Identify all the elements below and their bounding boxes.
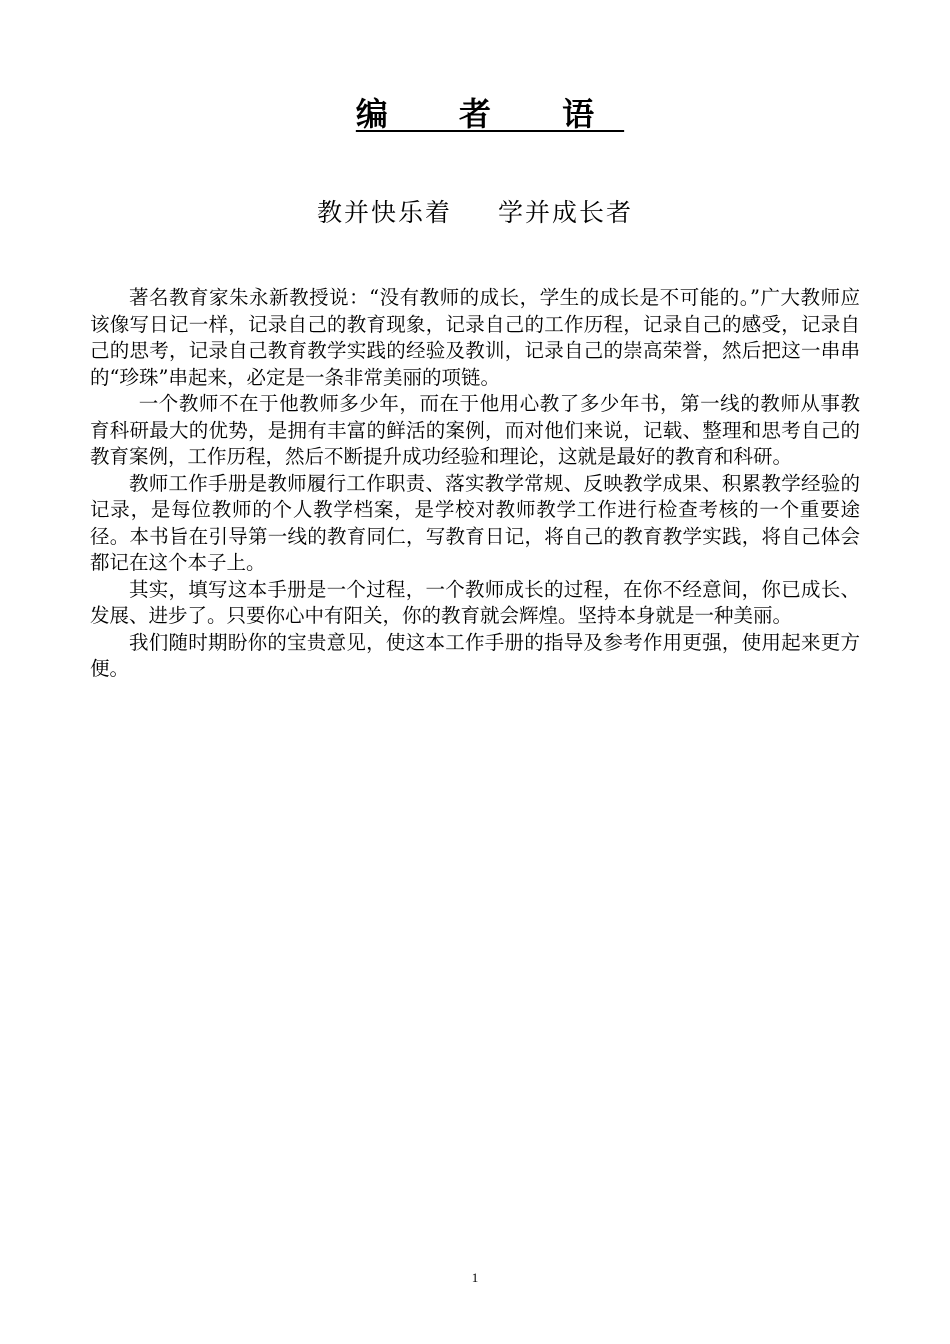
subtitle-right: 学并成长者 (498, 198, 634, 227)
page-number: 1 (471, 1270, 479, 1285)
paragraph-2: 一个教师不在于他教师多少年，而在于他用心教了多少年书，第一线的教师从事教育科研最大的优势，是拥有丰富的鲜活的案例，而对他们来说，记载、整理和思考自己的教育案例，工作历程，然后不断提升成功经验和理论，这就是最好的教育和科研。 (90, 392, 860, 468)
subtitle-left: 教并快乐着 (316, 198, 452, 227)
page-title-text: 编 者 语 (355, 95, 625, 133)
paragraph-1: 著名教育家朱永新教授说：“没有教师的成长，学生的成长是不可能的。”广大教师应该像写日记一样，记录自己的教育现象，记录自己的工作历程，记录自己的感受，记录自己的思考，记录自己教育教学实践的经验及教训，记录自己的崇高荣誉，然后把这一串串的“珍珠”串起来，必定是一条非常美丽的项链。 (90, 286, 860, 389)
paragraph-3: 教师工作手册是教师履行工作职责、落实教学常规、反映教学成果、积累教学经验的记录，是每位教师的个人教学档案，是学校对教师教学工作进行检查考核的一个重要途径。本书旨在引导第一线的教育同仁，写教育日记，将自己的教育教学实践，将自己体会都记在这个本子上。 (90, 471, 860, 574)
page-subtitle (0, 196, 950, 230)
paragraph-5: 我们随时期盼你的宝贵意见，使这本工作手册的指导及参考作用更强，使用起来更方便。 (90, 630, 860, 680)
body-text (90, 285, 860, 683)
page-title (0, 92, 950, 136)
paragraph-4: 其实，填写这本手册是一个过程，一个教师成长的过程，在你不经意间，你已成长、发展、进步了。只要你心中有阳关，你的教育就会辉煌。坚持本身就是一种美丽。 (90, 577, 860, 627)
